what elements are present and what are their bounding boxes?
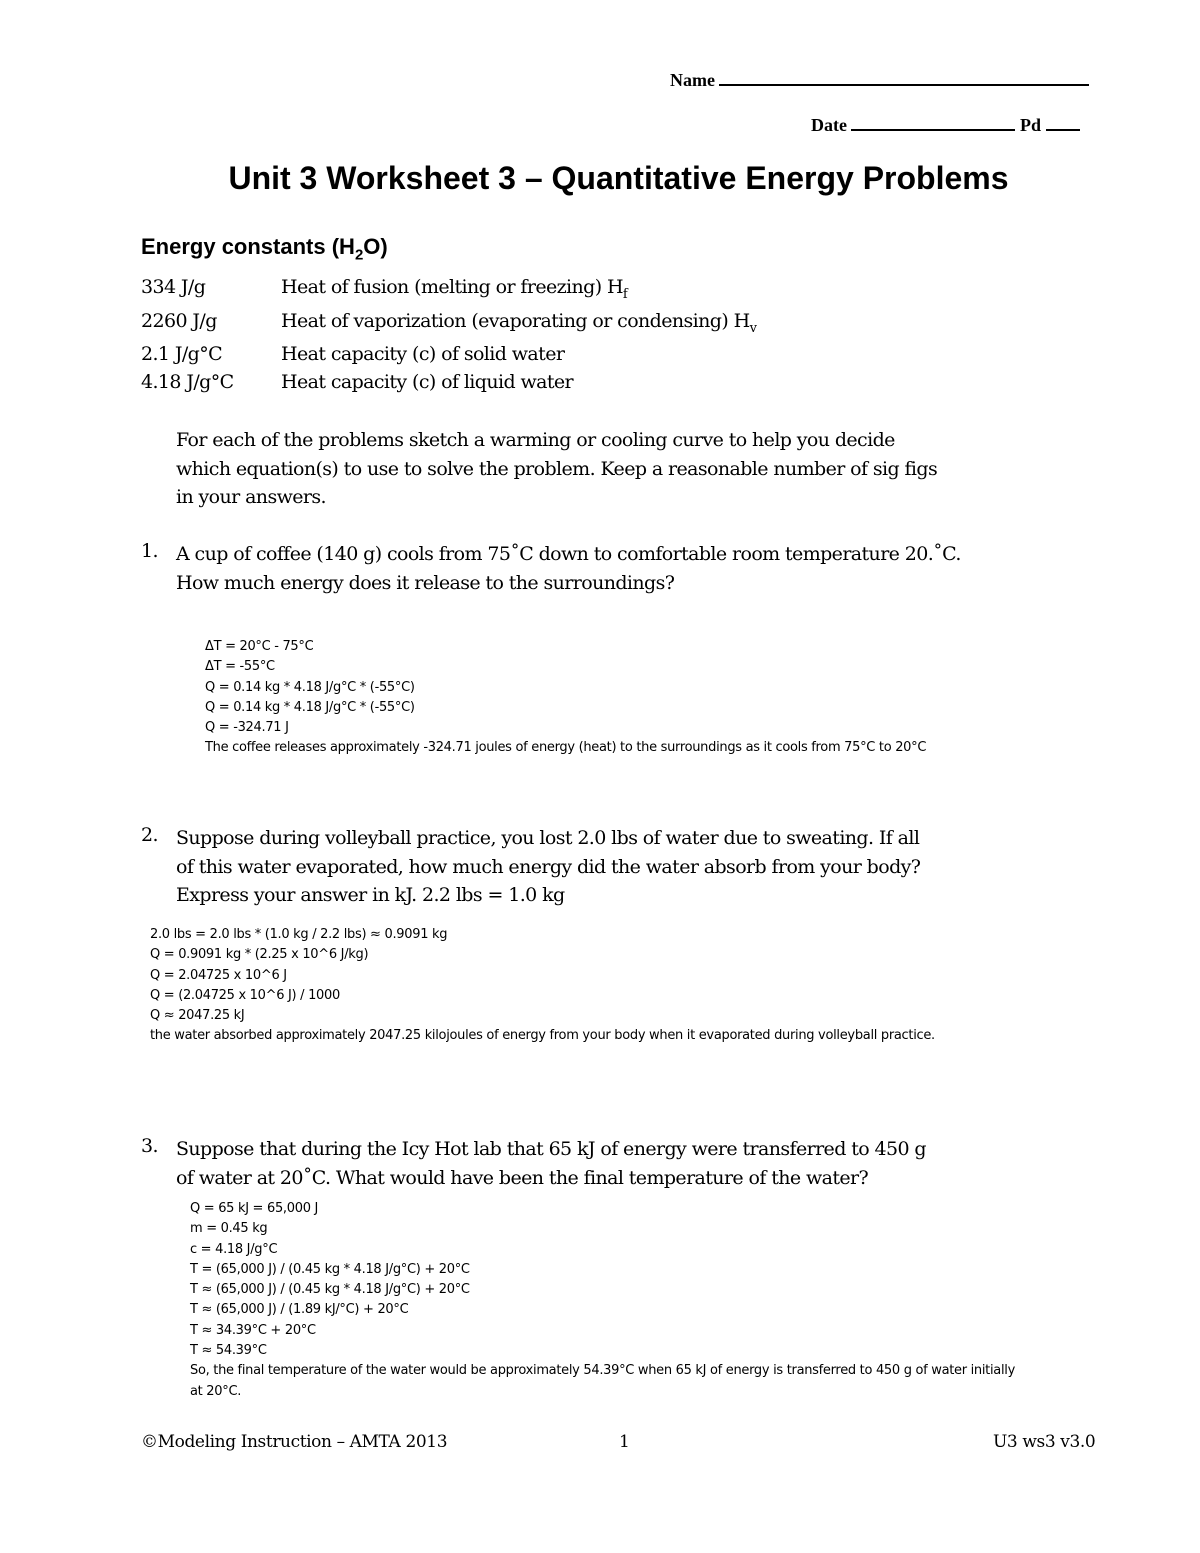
problem-line: How much energy does it release to the surroundings? — [176, 571, 675, 594]
constant-description: Heat capacity (c) of liquid water — [281, 371, 574, 393]
problem-line: of water at 20˚C. What would have been the final temperature of the water? — [176, 1166, 869, 1189]
instruction-line: which equation(s) to use to solve the problem. Keep a reasonable number of sig figs — [176, 457, 938, 480]
name-label: Name — [670, 70, 715, 90]
pd-blank[interactable] — [1046, 115, 1080, 131]
footer-page-number: 1 — [619, 1432, 630, 1452]
constant-value: 334 J/g — [141, 276, 206, 298]
name-blank[interactable] — [719, 70, 1089, 86]
answer-line: c = 4.18 J/g°C — [190, 1241, 278, 1257]
constants-heading — [141, 234, 388, 263]
answer-line: m = 0.45 kg — [190, 1221, 268, 1237]
problem-text — [176, 540, 961, 597]
constant-description: Heat of vaporization (evaporating or condensing) $H_v$ — [281, 310, 757, 336]
answer-line: ΔT = -55°C — [205, 659, 275, 675]
answer-line: at 20°C. — [190, 1383, 242, 1399]
answer-line: ΔT = 20°C - 75°C — [205, 639, 314, 654]
constants-heading-sub: 2 — [354, 246, 364, 264]
answer-block — [205, 637, 926, 759]
answer-line: 2.0 lbs = 2.0 lbs * (1.0 kg / 2.2 lbs) ≈ 0.9091 kg — [150, 927, 448, 942]
answer-block — [150, 925, 935, 1047]
date-field — [811, 115, 1080, 136]
answer-line: Q = 2.04725 x 10^6 J — [150, 967, 287, 983]
answer-line: T ≈ (65,000 J) / (1.89 kJ/°C) + 20°C — [190, 1302, 409, 1318]
answer-line: Q ≈ 2047.25 kJ — [150, 1008, 245, 1024]
answer-block — [190, 1199, 1015, 1402]
problem-text — [176, 824, 920, 910]
answer-line: T = (65,000 J) / (0.45 kg * 4.18 J/g°C) + 20°C — [190, 1261, 470, 1277]
constant-value: 4.18 J/g°C — [141, 371, 234, 393]
constant-value: 2.1 J/g°C — [141, 343, 223, 365]
answer-line: Q = 0.14 kg * 4.18 J/g°C * (-55°C) — [205, 699, 415, 715]
problem-line: of this water evaporated, how much energy did the water absorb from your body? — [176, 855, 921, 878]
constant-value: 2260 J/g — [141, 310, 217, 332]
problem-line: Suppose during volleyball practice, you lost 2.0 lbs of water due to sweating. If all — [176, 827, 920, 849]
instruction-line: For each of the problems sketch a warming or cooling curve to help you decide — [176, 429, 895, 451]
constant-description: Heat of fusion (melting or freezing) $H_f$ — [281, 276, 628, 302]
constant-description: Heat capacity (c) of solid water — [281, 343, 565, 365]
problem-number: 2. — [141, 824, 158, 846]
constants-heading-prefix: Energy constants (H — [141, 234, 355, 259]
answer-line: T ≈ 54.39°C — [190, 1343, 267, 1359]
name-field — [670, 70, 1089, 91]
instruction-line: in your answers. — [176, 486, 326, 508]
answer-line: the water absorbed approximately 2047.25 kilojoules of energy from your body when it evaporated during volleyball practice. — [150, 1028, 935, 1044]
instructions — [176, 426, 937, 512]
worksheet-title: Unit 3 Worksheet 3 – Quantitative Energy Problems — [228, 160, 1009, 196]
answer-line: The coffee releases approximately -324.71 joules of energy (heat) to the surroundings as it cools from 75°C to 20°C — [205, 740, 927, 756]
problem-number: 1. — [141, 540, 158, 562]
problem-number: 3. — [141, 1135, 158, 1157]
footer-version: U3 ws3 v3.0 — [993, 1432, 1096, 1452]
problem-line: A cup of coffee (140 g) cools from 75˚C down to comfortable room temperature 20.˚C. — [176, 543, 961, 565]
pd-label: Pd — [1019, 115, 1041, 135]
answer-line: Q = 65 kJ = 65,000 J — [190, 1201, 319, 1216]
answer-line: Q = 0.14 kg * 4.18 J/g°C * (-55°C) — [205, 679, 415, 695]
problem-line: Suppose that during the Icy Hot lab that 65 kJ of energy were transferred to 450 g — [176, 1138, 926, 1160]
answer-line: Q = (2.04725 x 10^6 J) / 1000 — [150, 987, 340, 1003]
date-label: Date — [811, 115, 847, 135]
answer-line: T ≈ 34.39°C + 20°C — [190, 1322, 316, 1338]
answer-line: Q = 0.9091 kg * (2.25 x 10^6 J/kg) — [150, 947, 369, 963]
answer-line: Q = -324.71 J — [205, 720, 289, 736]
problem-text — [176, 1135, 926, 1192]
date-blank[interactable] — [851, 115, 1015, 131]
problem-line: Express your answer in kJ. 2.2 lbs = 1.0 kg — [176, 884, 565, 906]
answer-line: So, the final temperature of the water would be approximately 54.39°C when 65 kJ of energy is transferred to 450 g of water initially — [190, 1363, 1015, 1379]
footer-copyright: ©Modeling Instruction – AMTA 2013 — [141, 1432, 448, 1452]
answer-line: T ≈ (65,000 J) / (0.45 kg * 4.18 J/g°C) + 20°C — [190, 1282, 470, 1298]
constants-heading-suffix: O) — [363, 234, 388, 259]
